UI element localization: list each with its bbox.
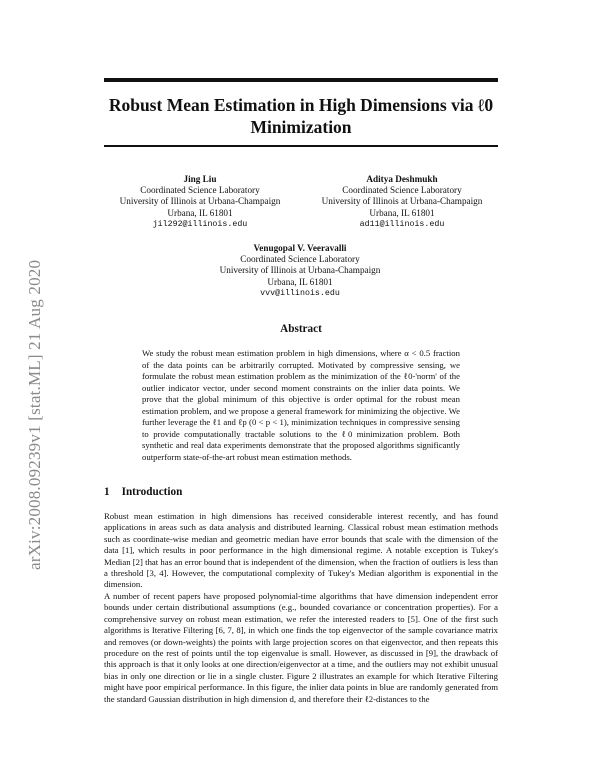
author-block-2 bbox=[304, 174, 500, 230]
section-number: 1 bbox=[104, 486, 110, 498]
author-email: vvv@illinois.edu bbox=[260, 288, 340, 298]
section-heading bbox=[104, 486, 182, 498]
author-name: Venugopal V. Veeravalli bbox=[253, 243, 347, 253]
paper-title: Robust Mean Estimation in High Dimensions via ℓ0 Minimization bbox=[108, 95, 494, 137]
title-bottom-rule bbox=[104, 145, 498, 147]
author-city: Urbana, IL 61801 bbox=[369, 207, 435, 218]
author-university: University of Illinois at Urbana-Champaign bbox=[119, 196, 281, 207]
author-lab: Coordinated Science Laboratory bbox=[342, 185, 462, 196]
intro-paragraph-1: Robust mean estimation in high dimensions has received considerable interest recently, and has found applications in areas such as data analysis and distributed learning. Classical robust mean estimation methods such as coordinate-wise median and geometric median have error bounds that scale with the dimension of the data [1], which results in poor performance in the high dimensional regime. A notable exception is Tukey's Median [2] that has an error bound that is independent of the dimension, when the fraction of outliers is less than a threshold [3, 4]. However, the computational complexity of Tukey's Median algorithm is exponential in the dimension. bbox=[104, 511, 498, 590]
author-email: jil292@illinois.edu bbox=[152, 219, 248, 229]
abstract-heading: Abstract bbox=[280, 323, 322, 335]
author-city: Urbana, IL 61801 bbox=[167, 207, 233, 218]
author-lab: Coordinated Science Laboratory bbox=[240, 254, 360, 265]
arxiv-identifier: arXiv:2008.09239v1 [stat.ML] 21 Aug 2020 bbox=[25, 259, 44, 570]
author-name: Jing Liu bbox=[183, 174, 217, 184]
section-title: Introduction bbox=[121, 486, 183, 498]
author-block-1 bbox=[102, 174, 298, 230]
author-lab: Coordinated Science Laboratory bbox=[140, 185, 260, 196]
author-block-3 bbox=[202, 243, 398, 299]
author-university: University of Illinois at Urbana-Champaign bbox=[219, 265, 381, 276]
author-email: ad11@illinois.edu bbox=[359, 219, 445, 229]
abstract-text: We study the robust mean estimation problem in high dimensions, where α < 0.5 fraction of the data points can be arbitrarily corrupted. Motivated by compressive sensing, we formulate the robust mean estimation problem as the minimization of the ℓ0-'norm' of the outlier indicator vector, under second moment constraints on the inlier data points. We prove that the global minimum of this objective is order optimal for the robust mean estimation problem, and we propose a general framework for minimizing the objective. We further leverage the ℓ1 and ℓp (0 < p < 1), minimization techniques in compressive sensing to provide computationally tractable solutions to the ℓ0 minimization problem. Both synthetic and real data experiments demonstrate that the proposed algorithms significantly outperform state-of-the-art robust mean estimation methods. bbox=[142, 348, 460, 462]
author-name: Aditya Deshmukh bbox=[366, 174, 438, 184]
title-top-rule bbox=[104, 78, 498, 82]
author-university: University of Illinois at Urbana-Champaign bbox=[321, 196, 483, 207]
intro-paragraph-2: A number of recent papers have proposed polynomial-time algorithms that have dimension independent error bounds under certain distributional assumptions (e.g., bounded covariance or concentration properties). For a comprehensive survey on robust mean estimation, we refer the interested readers to [5]. One of the first such algorithms is Iterative Filtering [6, 7, 8], in which one finds the top eigenvector of the sample covariance matrix and removes (or down-weights) the points with large projection scores on that eigenvector, and then repeats this procedure on the rest of points until the top eigenvalue is small. However, as discussed in [9], the drawback of this approach is that it only looks at one direction/eigenvector at a time, and the outliers may not exhibit unusual bias in only one direction or lie in a single cluster. Figure 2 illustrates an example for which Iterative Filtering might have poor empirical performance. In this figure, the inlier data points in blue are randomly generated from the standard Gaussian distribution in high dimension d, and therefore their ℓ2-distances to the bbox=[104, 591, 498, 704]
author-city: Urbana, IL 61801 bbox=[267, 276, 333, 287]
